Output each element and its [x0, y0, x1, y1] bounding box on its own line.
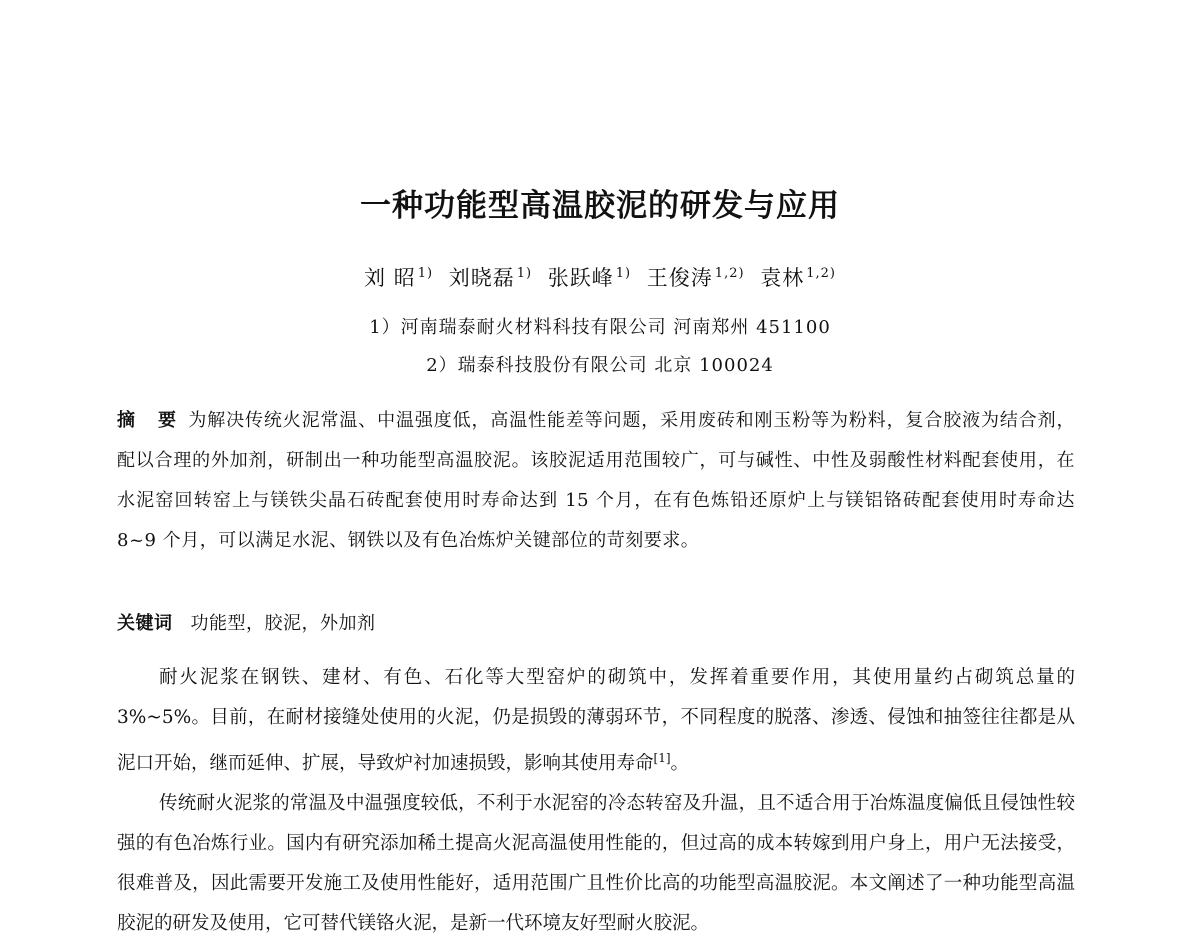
author-affil-mark: 1,2)	[806, 266, 836, 281]
keywords-text: 功能型，胶泥，外加剂	[190, 613, 376, 634]
abstract-text: 为解决传统火泥常温、中温强度低，高温性能差等问题，采用废砖和刚玉粉等为粉料，复合胶液为结合剂，配以合理的外加剂，研制出一种功能型高温胶泥。该胶泥适用范围较广，可与碱性、中性及弱酸性材料配套使用，在水泥窑回转窑上与镁铁尖晶石砖配套使用时寿命达到 15 个月，在有色炼铅还原炉上与镁铝铬砖配套使用时寿命达 8~9 个月，可以满足水泥、钢铁以及有色冶炼炉关键部位的苛刻要求。	[117, 410, 1075, 551]
author: 刘 昭 $^{1)}$	[364, 266, 434, 290]
author-affil-mark: 1)	[417, 266, 434, 281]
paragraph: 传统耐火泥浆的常温及中温强度较低，不利于水泥窑的冷态转窑及升温，且不适合用于冶炼温度偏低且侵蚀性较强的有色冶炼行业。国内有研究添加稀土提高火泥高温使用性能的，但过高的成本转嫁到用户身上，用户无法接受，很难普及，因此需要开发施工及使用性能好，适用范围广且性价比高的功能型高温胶泥。本文阐述了一种功能型高温胶泥的研发及使用，它可替代镁铬火泥，是新一代环境友好型耐火胶泥。	[117, 793, 1075, 935]
author-affil-mark: 1)	[516, 266, 533, 281]
keywords-label: 关键词	[117, 613, 173, 634]
author: 袁林 $^{1,2)}$	[760, 266, 836, 290]
author-affil-mark: 1)	[615, 266, 632, 281]
abstract	[117, 401, 1075, 561]
body-text	[117, 658, 1075, 944]
affiliation-2: 2）瑞泰科技股份有限公司 北京 100024	[426, 355, 774, 376]
author: 张跃峰 $^{1)}$	[547, 266, 632, 290]
affiliation-1: 1）河南瑞泰耐火材料科技有限公司 河南郑州 451100	[369, 317, 831, 338]
keywords	[117, 609, 1075, 635]
paper-title: 一种功能型高温胶泥的研发与应用	[360, 188, 840, 224]
paragraph: 耐火泥浆在钢铁、建材、有色、石化等大型窑炉的砌筑中，发挥着重要作用，其使用量约占砌筑总量的 3%~5%。目前，在耐材接缝处使用的火泥，仍是损毁的薄弱环节，不同程度的脱落、渗透、侵蚀和抽签往往都是从泥口开始，继而延伸、扩展，导致炉衬加速损毁，影响其使用寿命[1]。	[117, 667, 1075, 775]
author: 王俊涛 $^{1,2)}$	[646, 266, 745, 290]
author-list	[0, 262, 1200, 292]
abstract-label: 摘 要	[117, 410, 185, 431]
citation-ref: [1]	[653, 751, 671, 765]
author: 刘晓磊 $^{1)}$	[448, 266, 533, 290]
author-affil-mark: 1,2)	[714, 266, 745, 281]
